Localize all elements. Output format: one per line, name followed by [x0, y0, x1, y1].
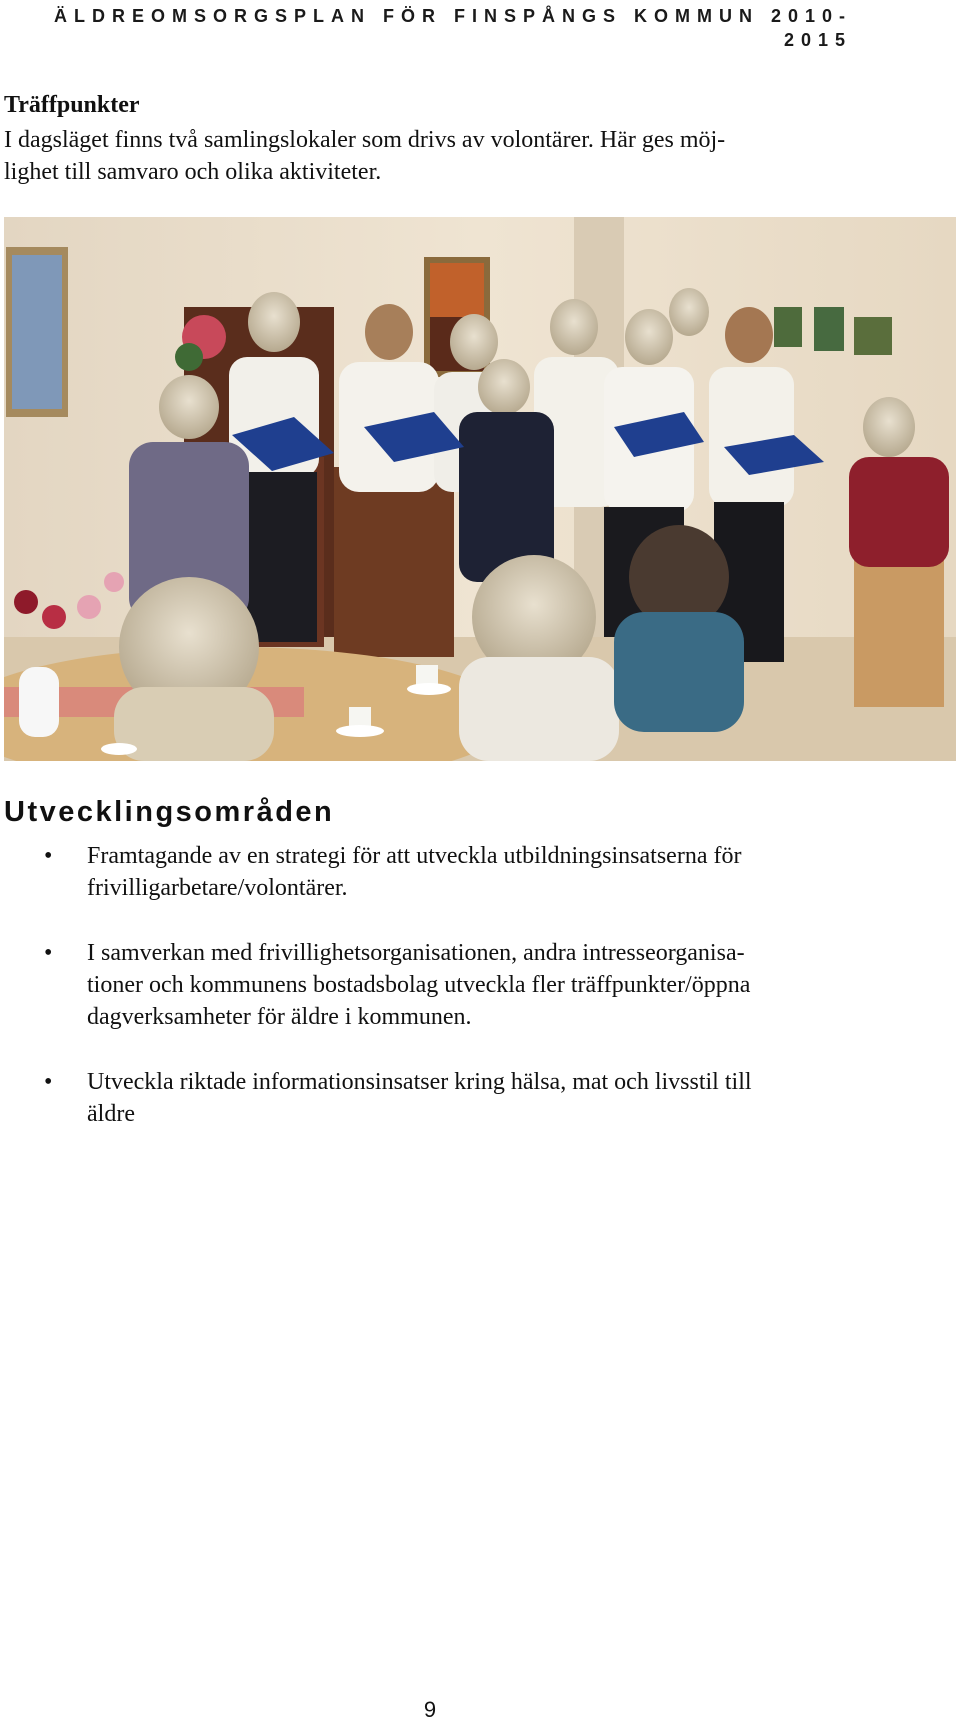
running-header — [32, 4, 852, 52]
list-item-text — [87, 840, 867, 904]
running-header-line-1: ÄLDREOMSORGSPLAN FÖR FINSPÅNGS KOMMUN 2010- — [53, 6, 852, 26]
bullet-dot: • — [44, 843, 53, 869]
list-item-line: frivilligarbetare/volontärer. — [87, 875, 348, 901]
list-item-line: tioner och kommunens bostadsbolag utveckla fler träffpunkter/öppna — [87, 972, 751, 998]
list-item-line: äldre — [87, 1101, 135, 1127]
list-item — [0, 840, 960, 904]
list-item-line: I samverkan med frivillighetsorganisationen, andra intresseorganisa- — [87, 940, 745, 966]
development-areas-title: Utvecklingsområden — [4, 796, 335, 828]
list-item-text — [87, 1066, 867, 1130]
intro-paragraph — [4, 124, 844, 188]
page-number: 9 — [423, 1697, 437, 1722]
section-title: Träffpunkter — [4, 92, 140, 118]
list-item — [0, 1066, 960, 1130]
bullet-dot: • — [44, 1069, 53, 1095]
list-item-line: Utveckla riktade informationsinsatser kring hälsa, mat och livsstil till — [87, 1069, 752, 1095]
intro-line-1: I dagsläget finns två samlingslokaler som drivs av volontärer. Här ges möj- — [4, 127, 726, 153]
development-list — [0, 840, 960, 1130]
running-header-line-2: 2015 — [783, 30, 852, 50]
list-item — [0, 937, 960, 1033]
bullet-dot: • — [44, 940, 53, 966]
intro-line-2: lighet till samvaro och olika aktiviteter. — [4, 159, 382, 185]
list-item-line: dagverksamheter för äldre i kommunen. — [87, 1004, 472, 1030]
list-item-text — [87, 937, 867, 1033]
choir-photo — [4, 217, 956, 761]
list-item-line: Framtagande av en strategi för att utveckla utbildningsinsatserna för — [87, 843, 742, 869]
